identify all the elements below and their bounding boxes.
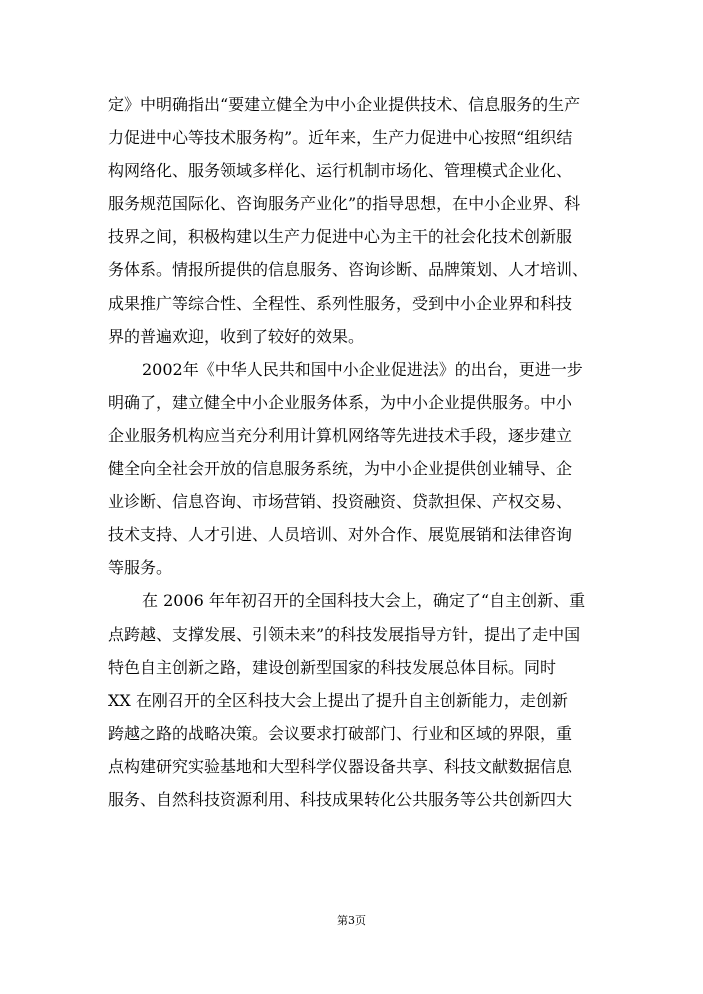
text-line: 明确了，建立健全中小企业服务体系，为中小企业提供服务。中小	[108, 392, 573, 412]
text-line: 技界之间，积极构建以生产力促进中心为主干的社会化技术创新服	[108, 227, 573, 247]
text-line: 成果推广等综合性、全程性、系列性服务，受到中小企业界和科技	[108, 293, 573, 313]
text-line: 企业服务机构应当充分利用计算机网络等先进技术手段，逐步建立	[108, 425, 573, 445]
paragraph-1	[108, 88, 600, 353]
text-line: 点构建研究实验基地和大型科学仪器设备共享、科技文献数据信息	[108, 756, 573, 776]
text-line: 跨越之路的战略决策。会议要求打破部门、行业和区域的界限，重	[108, 723, 573, 743]
text-line: 定》中明确指出“要建立健全为中小企业提供技术、信息服务的生产	[108, 95, 581, 114]
text-line: 特色自主创新之路，建设创新型国家的科技发展总体目标。同时	[108, 657, 557, 677]
text-line: 技术支持、人才引进、人员培训、对外合作、展览展销和法律咨询	[108, 525, 573, 545]
paragraph-2	[108, 353, 600, 585]
text-line: 服务规范国际化、咨询服务产业化”的指导思想，在中小企业界、科	[108, 194, 581, 214]
text-line: 服务、自然科技资源利用、科技成果转化公共服务等公共创新四大	[108, 789, 573, 809]
page-number: 第3页	[337, 914, 366, 927]
text-line: 界的普遍欢迎，收到了较好的效果。	[108, 326, 365, 346]
document-body	[108, 88, 600, 816]
text-line: 健全向全社会开放的信息服务系统，为中小企业提供创业辅导、企	[108, 459, 573, 479]
text-line: 务体系。情报所提供的信息服务、咨询诊断、品牌策划、人才培训、	[108, 260, 589, 280]
text-line: 等服务。	[108, 558, 173, 578]
text-line: 点跨越、支撑发展、引领未来”的科技发展指导方针，提出了走中国	[108, 624, 581, 644]
text-line: XX 在刚召开的全区科技大会上提出了提升自主创新能力，走创新	[108, 690, 568, 710]
text-line: 在 2006 年年初召开的全国科技大会上，确定了“自主创新、重	[142, 591, 586, 611]
text-line: 力促进中心等技术服务构”。近年来，生产力促进中心按照“组织结	[108, 128, 573, 148]
text-line: 构网络化、服务领域多样化、运行机制市场化、管理模式企业化、	[108, 161, 573, 181]
text-line: 业诊断、信息咨询、市场营销、投资融资、贷款担保、产权交易、	[108, 492, 573, 512]
text-line: 2002年《中华人民共和国中小企业促进法》的出台，更进一步	[142, 359, 583, 379]
paragraph-3	[108, 584, 600, 816]
